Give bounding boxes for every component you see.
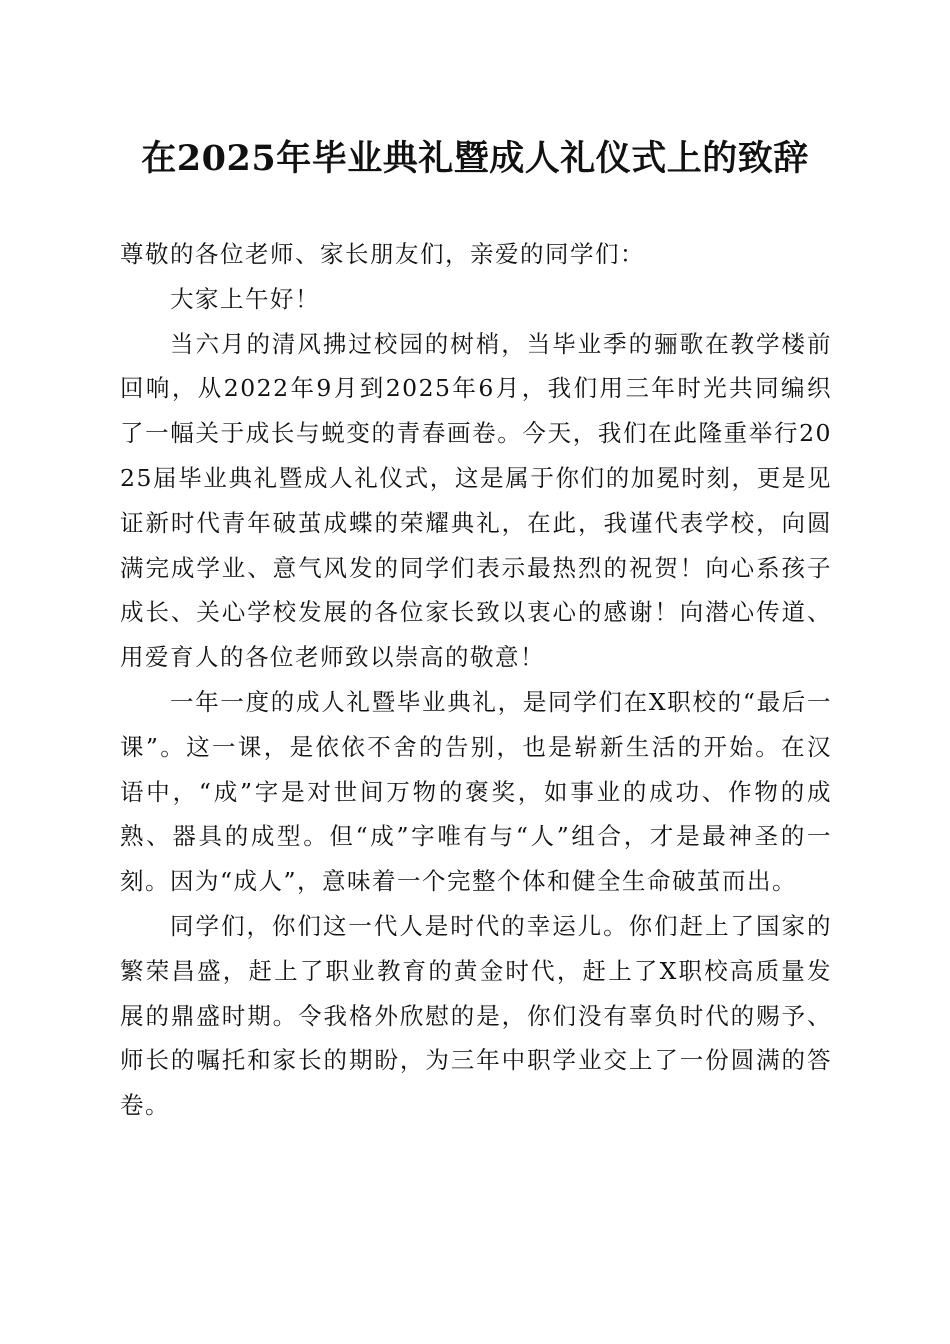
document-title: 在2025年毕业典礼暨成人礼仪式上的致辞 <box>141 138 809 179</box>
body-paragraph-1: 当六月的清风拂过校园的树梢，当毕业季的骊歌在教学楼前回响，从2022年9月到2025年6月，我们用三年时光共同编织了一幅关于成长与蜕变的青春画卷。今天，我们在此隆重举行2025届毕业典礼暨成人礼仪式，这是属于你们的加冕时刻，更是见证新时代青年破茧成蝶的荣耀典礼，在此，我谨代表学校，向圆满完成学业、意气风发的同学们表示最热烈的祝贺！向心系孩子成长、关心学校发展的各位家长致以衷心的感谢！向潜心传道、用爱育人的各位老师致以崇高的敬意！ <box>120 329 832 672</box>
body-paragraph-2: 一年一度的成人礼暨毕业典礼，是同学们在X职校的“最后一课”。这一课，是依依不舍的告别，也是崭新生活的开始。在汉语中，“成”字是对世间万物的褒奖，如事业的成功、作物的成熟、器具的成型。但“成”字唯有与“人”组合，才是最神圣的一刻。因为“成人”，意味着一个完整个体和健全生命破茧而出。 <box>120 687 832 896</box>
salutation: 尊敬的各位老师、家长朋友们，亲爱的同学们： <box>120 240 645 268</box>
body-paragraph-3: 同学们，你们这一代人是时代的幸运儿。你们赶上了国家的繁荣昌盛，赶上了职业教育的黄金时代，赶上了X职校高质量发展的鼎盛时期。令我格外欣慰的是，你们没有辜负时代的赐予、师长的嘱托和家长的期盼，为三年中职学业交上了一份圆满的答卷。 <box>120 911 832 1120</box>
document-body <box>120 232 832 1128</box>
greeting: 大家上午好！ <box>170 284 320 313</box>
